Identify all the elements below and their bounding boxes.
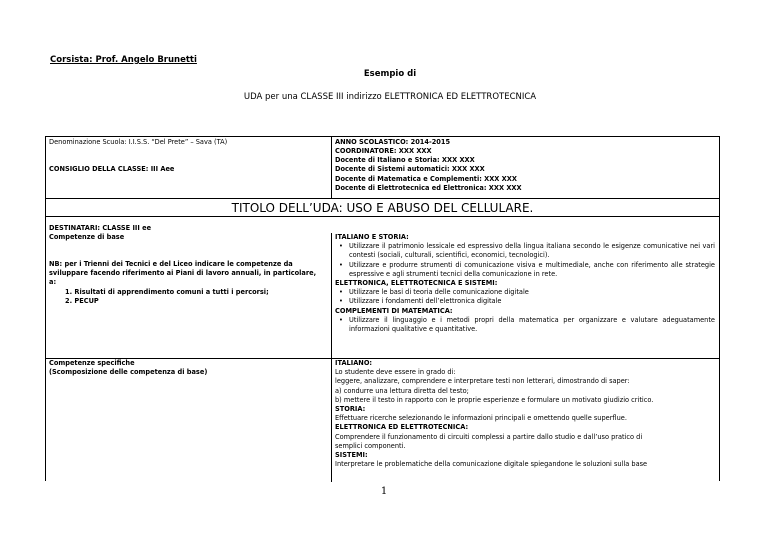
competence-bullet: • Utilizzare il patrimonio lessicale ed espressivo della lingua italiana secondo le esigenze comunicative nei vari contesti (sociali, culturali, scientifici, economici, tecnologici).	[335, 242, 715, 260]
section-heading: ITALIANO E STORIA:	[335, 233, 409, 241]
text-line: semplici componenti.	[335, 441, 406, 450]
section-heading: ITALIANO:	[335, 359, 373, 367]
base-competences-label: Competenze di base	[49, 233, 125, 241]
specific-competences-label: Competenze specifiche (Scomposizione delle competenza di base)	[49, 359, 208, 377]
text-line: leggere, analizzare, comprendere e interpretare testi non letterari, dimostrando di saper:	[335, 377, 630, 386]
staff-line: COORDINATORE: XXX XXX	[335, 147, 432, 155]
specific-competences-content	[335, 359, 717, 469]
competence-bullet: • Utilizzare e produrre strumenti di comunicazione visiva e multimediale, anche con riferimento alle strategie espressive e agli strumenti tecnici della comunicazione in rete.	[335, 261, 715, 279]
text-line: Effettuare ricerche selezionando le informazioni principali e omettendo quelle superflue.	[335, 414, 627, 423]
staff-line: Docente di Elettrotecnica ed Elettronica: XXX XXX	[335, 183, 522, 192]
text-line: b) mettere il testo in rapporto con le proprie esperienze e formulare un motivato giudizio critico.	[335, 395, 654, 404]
text-line: Lo studente deve essere in grado di:	[335, 368, 456, 377]
section-heading: STORIA:	[335, 405, 366, 414]
uda-table	[45, 136, 720, 481]
document-subtitle: Esempio di	[363, 69, 417, 79]
class-council: CONSIGLIO DELLA CLASSE: III Aee	[49, 165, 175, 173]
competence-bullet: • Utilizzare il linguaggio e i metodi propri della matematica per organizzare e valutare adeguatamente informazioni qualitative e quantitative.	[335, 316, 715, 334]
section-heading: SISTEMI:	[335, 451, 368, 460]
base-item: 2. PECUP	[65, 296, 99, 305]
text-line: Comprendere il funzionamento di circuiti complessi a partire dallo studio e dall’uso pratico di	[335, 432, 643, 441]
staff-line: Docente di Sistemi automatici: XXX XXX	[335, 165, 485, 174]
text-line: a) condurre una lettura diretta del testo;	[335, 386, 469, 395]
recipients: DESTINATARI: CLASSE III ee	[49, 224, 152, 232]
competence-bullet: • Utilizzare i fondamenti dell’elettronica digitale	[335, 297, 715, 306]
uda-title: TITOLO DELL’UDA: USO E ABUSO DEL CELLULARE.	[231, 201, 534, 215]
staff-list	[335, 147, 522, 193]
section-heading: ELETTRONICA, ELETTROTECNICA E SISTEMI:	[335, 279, 498, 288]
school-year: ANNO SCOLASTICO: 2014-2015	[335, 138, 451, 146]
base-item: 1. Risultati di apprendimento comuni a tutti i percorsi;	[65, 287, 269, 296]
staff-line: Docente di Italiano e Storia: XXX XXX	[335, 156, 475, 165]
staff-line: Docente di Matematica e Complementi: XXX XXX	[335, 174, 517, 183]
base-competences-content	[335, 233, 715, 334]
school-name: Denominazione Scuola: I.I.S.S. “Del Prete” – Sava (TA)	[49, 138, 228, 146]
author-line: Corsista: Prof. Angelo Brunetti	[50, 55, 197, 65]
document-title: UDA per una CLASSE III indirizzo ELETTRONICA ED ELETTROTECNICA	[243, 92, 537, 102]
competence-bullet: • Utilizzare le basi di teoria delle comunicazione digitale	[335, 288, 715, 297]
text-line: Interpretare le problematiche della comunicazione digitale spiegandone le soluzioni sulla base	[335, 460, 648, 469]
base-competences-note: NB: per i Trienni dei Tecnici e del Liceo indicare le competenze da sviluppare facendo riferimento ai Piani di lavoro annuali, in particolare, a: 1. Risultati di apprendimento comuni a tutti i percorsi; 2. PECUP	[49, 260, 319, 306]
page-number: 1	[380, 486, 388, 497]
section-heading: COMPLEMENTI DI MATEMATICA:	[335, 306, 453, 315]
section-heading: ELETTRONICA ED ELETTROTECNICA:	[335, 423, 469, 432]
